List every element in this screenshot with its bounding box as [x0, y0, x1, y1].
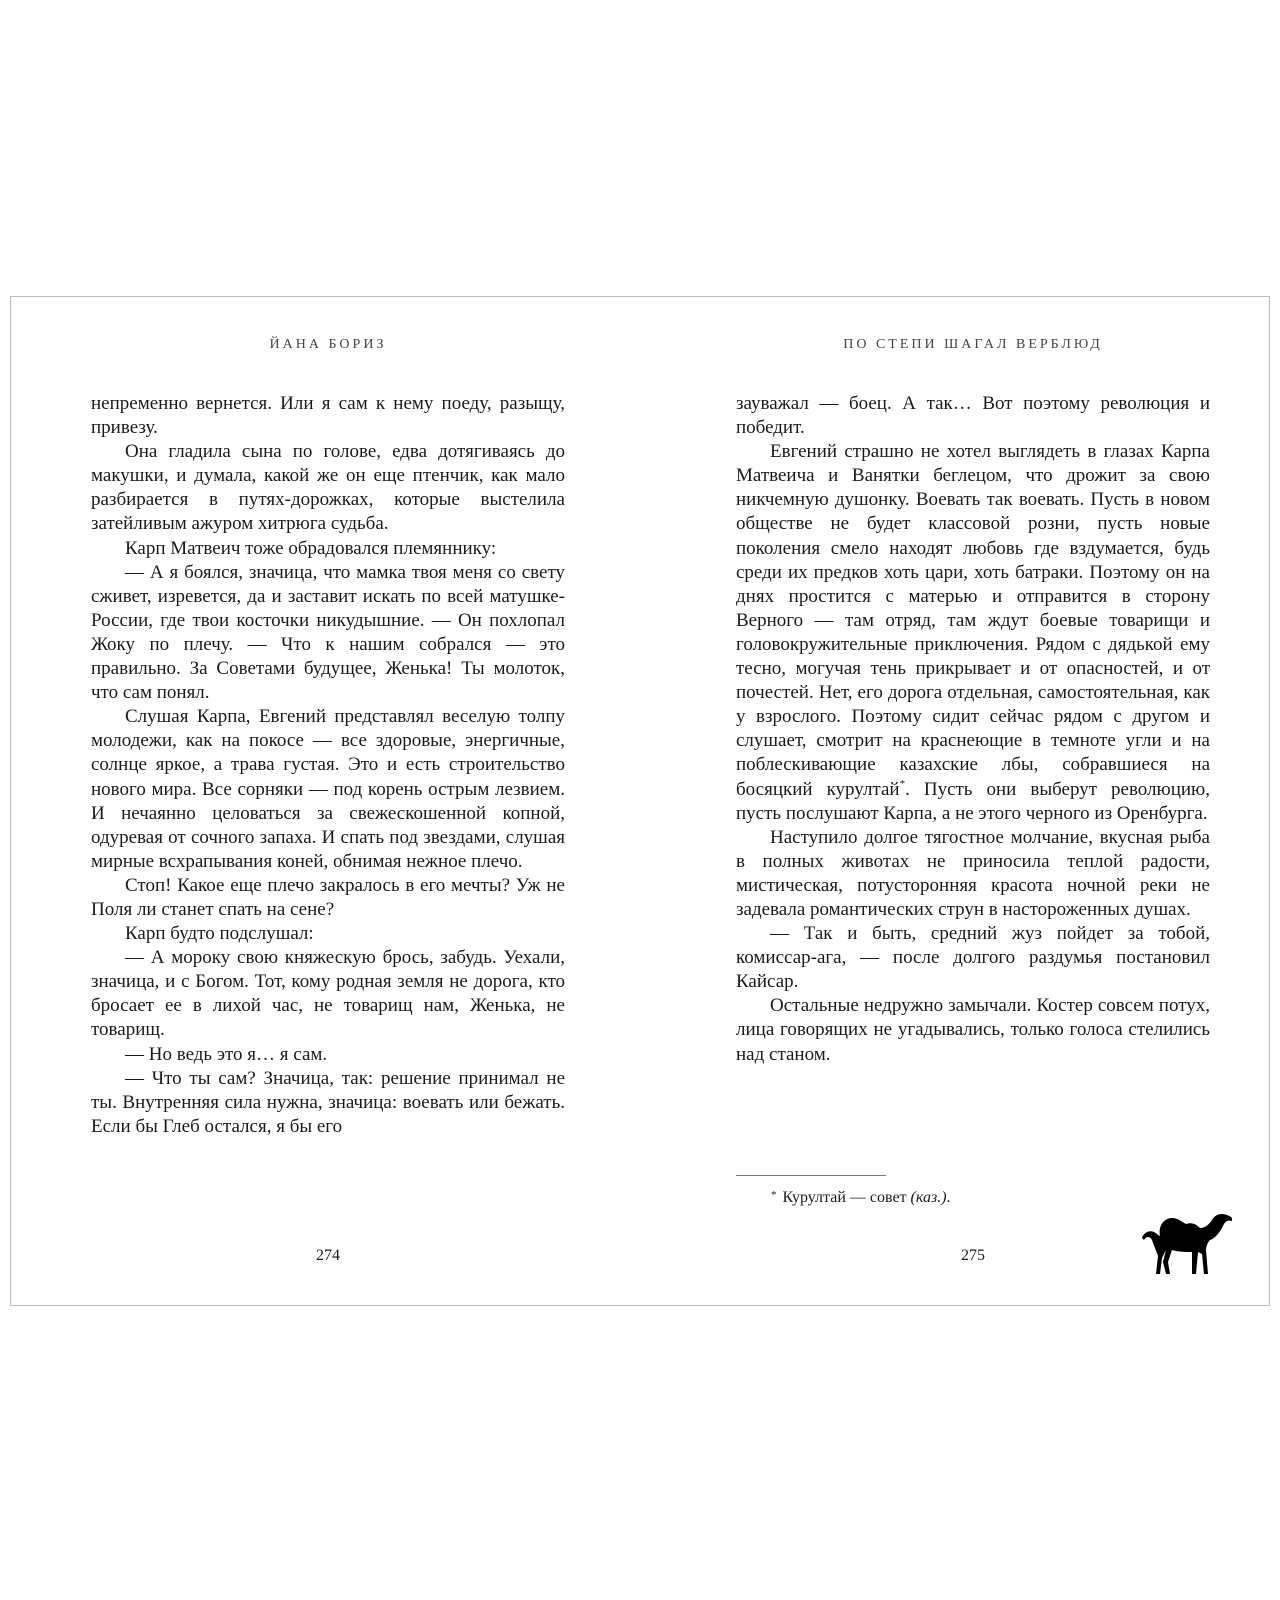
paragraph: Карп Матвеич тоже обрадовался племяннику:: [125, 537, 497, 559]
paragraph: Наступило долгое тягостное молчание, вкусная рыба в полных животах не приносила теплой радости, мистическая, потусторонняя красота ночной реки не задевала романтических струн в настороженных душах.: [736, 826, 1210, 920]
footnote-text: Курултай — совет: [782, 1189, 911, 1206]
camel-icon: [1140, 1206, 1235, 1278]
page-number: 275: [961, 1247, 985, 1264]
paragraph: непременно вернется. Или я сам к нему поеду, разыщу, привезу.: [91, 393, 565, 439]
paragraph: Остальные недружно замычали. Костер совсем потух, лица говорящих не угадывались, только голоса стелились над станом.: [736, 995, 1210, 1065]
paragraph: Слушая Карпа, Евгений представлял веселую толпу молодежи, как на покосе — все здоровые, энергичные, солнце яркое, а трава густая. Это и есть строительство нового мира. Все сорняки — под корень острым лезвием. И нечаянно целоваться за свежескошенной копной, одуревая от сочного запаха. И спать под звездами, слушая мирные всхрапывания коней, обнимая нежное плечо.: [91, 706, 565, 872]
paragraph-text: . Пусть они выберут революцию, пусть послушают Карпа, а не этого черного из Оренбурга.: [736, 778, 1211, 824]
left-page: [11, 297, 641, 1305]
page-number: 274: [316, 1247, 340, 1264]
running-head-author: ЙАНА БОРИЗ: [269, 337, 387, 352]
book-spread: [10, 296, 1270, 1306]
paragraph: Стоп! Какое еще плечо закралось в его мечты? Уж не Поля ли станет спать на сене?: [91, 874, 565, 920]
paragraph: — А мороку свою княжескую брось, забудь. Уехали, значица, и с Богом. Тот, кому родная земля не дорога, кто бросает ее в лихой час, не товарищ нам, Женька, не товарищ.: [91, 947, 565, 1041]
paragraph: — Что ты сам? Значица, так: решение принимал не ты. Внутренняя сила нужна, значица: воевать или бежать. Если бы Глеб остался, я бы его: [91, 1067, 565, 1137]
right-body-text: [736, 392, 1210, 1067]
running-head-title: ПО СТЕПИ ШАГАЛ ВЕРБЛЮД: [843, 337, 1103, 352]
footnote-italic: (каз.): [910, 1189, 947, 1206]
paragraph: [736, 440, 1210, 826]
left-body-text: [91, 392, 565, 1139]
right-page: [641, 297, 1271, 1305]
paragraph: — Но ведь это я… я сам.: [125, 1043, 328, 1065]
footnote-divider: [736, 1175, 886, 1176]
paragraph: — Так и быть, средний жуз пойдет за тобой, комиссар-ага, — после долгого раздумья постановил Кайсар.: [736, 923, 1210, 993]
paragraph: — А я боялся, значица, что мамка твоя меня со свету сживет, изревется, да и заставит искать по всей матушке-России, где твои косточки никудышние. — Он похлопал Жоку по плечу. — Что к нашим собрался — это правильно. За Советами будущее, Женька! Ты молоток, что сам понял.: [91, 561, 565, 704]
paragraph: Карп будто подслушал:: [125, 923, 314, 945]
paragraph-text: Евгений страшно не хотел выглядеть в глазах Карпа Матвеича и Ванятки беглецом, что дрожит за свою никчемную душонку. Воевать так воевать. Пусть в новом обществе не будет классовой розни, пусть новые поколения смело находят любовь где вздумается, будь среди их предков хоть цари, хоть батраки. Поэтому он на днях простится с матерью и отправится в сторону Верного — там отряд, там ждут боевые товарищи и головокружительные приключения. Рядом с дядькой ему тесно, могучая тень прикрывает и от опасностей, и от почестей. Нет, его дорога отдельная, самостоятельная, как у взрослого. Поэтому сидит сейчас рядом с другом и слушает, смотрит на краснеющие в темноте угли и на поблескивающие казахские лбы, собравшиеся на босяцкий курултай: [736, 441, 1210, 800]
footnote-reference: *: [899, 777, 906, 790]
footnote: [771, 1185, 951, 1208]
footnote-mark: *: [771, 1189, 777, 1201]
paragraph: Она гладила сына по голове, едва дотягиваясь до макушки, и думала, какой же он еще птенчик, как мало разбирается в путях-дорожках, которые выстелила затейливым ажуром хитрюга судьба.: [91, 441, 565, 535]
paragraph: зауважал — боец. А так… Вот поэтому революция и победит.: [736, 393, 1210, 439]
footnote-end: .: [946, 1189, 951, 1206]
